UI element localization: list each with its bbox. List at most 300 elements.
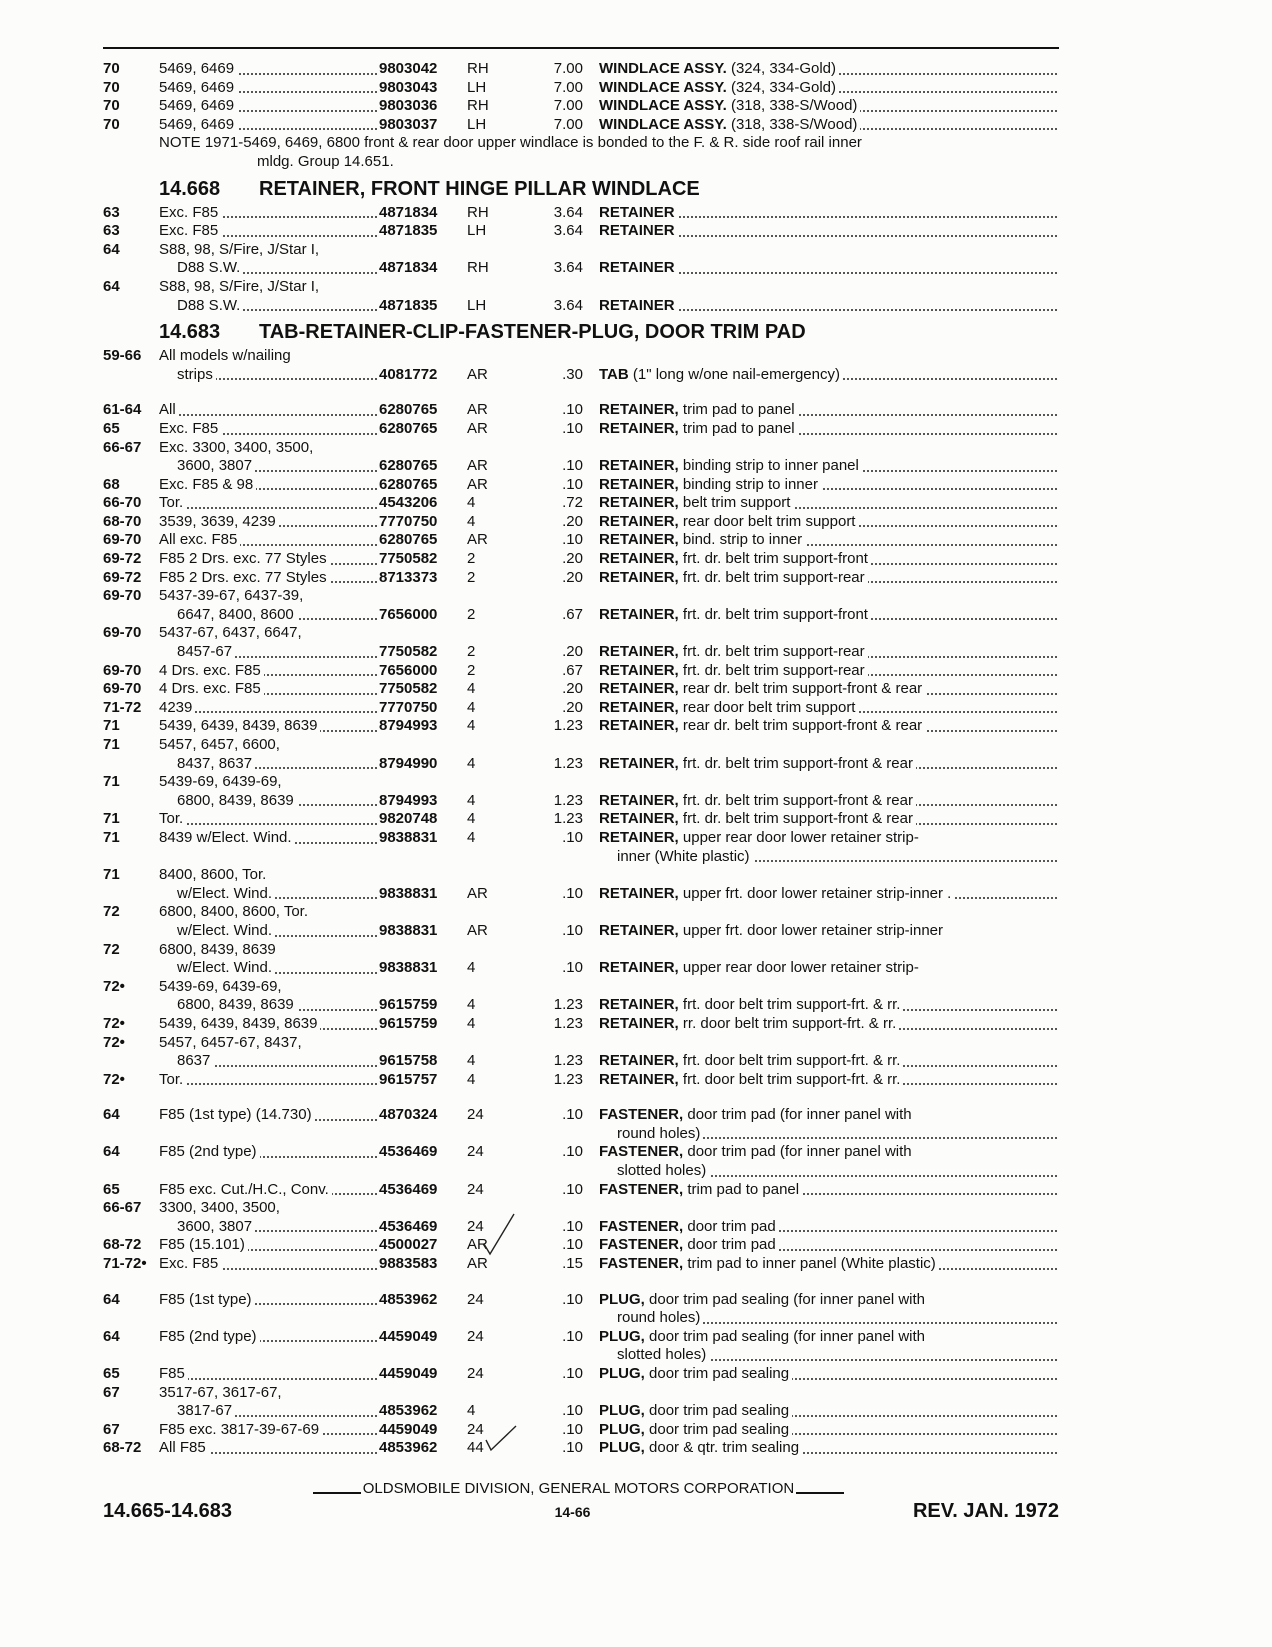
- description-keyword: WINDLACE ASSY.: [599, 78, 727, 96]
- spacer: [583, 996, 599, 1015]
- model-year: 66-67: [103, 1199, 142, 1217]
- price: .10: [562, 1439, 583, 1457]
- description-detail: (318, 338-S/Wood): [726, 97, 858, 115]
- model-cell: [159, 1236, 379, 1255]
- model-year: 65: [103, 419, 120, 437]
- part-number: 4459049: [379, 1365, 438, 1382]
- model-year: 71: [103, 717, 120, 735]
- description-cell: [599, 1071, 1059, 1090]
- description-keyword: RETAINER,: [599, 884, 679, 902]
- description-cell: [599, 401, 1059, 420]
- quantity: AR: [467, 1236, 488, 1254]
- model-text: 5439-69, 6439-69,: [159, 773, 285, 790]
- model-cell: [159, 755, 379, 774]
- spacer: [583, 1181, 599, 1200]
- model-text: 6800, 8439, 8639: [159, 941, 279, 958]
- section-heading-14-683: [103, 319, 1059, 345]
- model-cell: [159, 1384, 379, 1403]
- description-keyword: RETAINER,: [599, 959, 679, 977]
- model-cell: [159, 941, 379, 960]
- description-keyword: TAB: [599, 365, 629, 383]
- model-year: 59-66: [103, 347, 142, 365]
- parts-row: [103, 959, 1059, 978]
- model-text: 5469, 6469: [159, 97, 237, 114]
- part-number: 9883583: [379, 1255, 438, 1273]
- spacer: [379, 1346, 467, 1365]
- description-detail: round holes): [617, 1309, 701, 1327]
- model-text: 5469, 6469: [159, 79, 237, 96]
- parts-row: [103, 222, 1059, 241]
- quantity: 24: [467, 1106, 484, 1124]
- description-text: [599, 550, 871, 567]
- description-detail: trim pad to inner panel (White plastic): [683, 1255, 936, 1273]
- parts-row: [103, 1052, 1059, 1071]
- description-cell: [599, 97, 1059, 116]
- leader-dots: [159, 507, 377, 509]
- spacer: [527, 848, 583, 867]
- part-number: 4871835: [379, 296, 438, 314]
- leader-dots: [159, 414, 377, 416]
- model-cell: [159, 885, 379, 904]
- description-text: [599, 1218, 779, 1235]
- price: .10: [562, 457, 583, 475]
- model-cell: [159, 79, 379, 98]
- description-cell: [599, 1143, 1059, 1162]
- model-cell: [159, 241, 379, 260]
- price: .20: [562, 643, 583, 661]
- spacer: [583, 1255, 599, 1274]
- description-text: [599, 717, 925, 734]
- section-number: 14.668: [159, 177, 221, 200]
- price: 1.23: [553, 791, 583, 809]
- parts-row: [103, 717, 1059, 736]
- description-text: [599, 531, 805, 548]
- part-number: 9803036: [379, 97, 438, 115]
- description-cell: [599, 1439, 1059, 1458]
- spacer: [467, 1309, 527, 1328]
- spacer: [583, 401, 599, 420]
- model-text: 6647, 8400, 8600: [159, 606, 297, 623]
- description-cell: [599, 1106, 1059, 1125]
- model-cell: [159, 903, 379, 922]
- model-cell: [159, 366, 379, 385]
- description-cell: [599, 241, 1059, 260]
- model-year: 68-72: [103, 1236, 142, 1254]
- description-text: [599, 680, 925, 697]
- description-detail: door trim pad (for inner panel with: [683, 1106, 912, 1124]
- spacer: [583, 297, 599, 316]
- description-text: [599, 1181, 802, 1198]
- price: .20: [562, 550, 583, 568]
- spacer: [379, 1125, 467, 1144]
- price: .10: [562, 1420, 583, 1438]
- spacer: [527, 1384, 583, 1403]
- description-keyword: RETAINER,: [599, 717, 679, 735]
- description-keyword: FASTENER,: [599, 1236, 684, 1254]
- quantity: 4: [467, 1070, 476, 1088]
- model-year: 68: [103, 475, 120, 493]
- description-cell: [599, 1162, 1059, 1181]
- quantity: 4: [467, 494, 476, 512]
- spacer: [583, 1402, 599, 1421]
- leader-dots: [159, 823, 377, 825]
- description-detail: door trim pad sealing (for inner panel with: [644, 1290, 925, 1308]
- model-cell: [159, 297, 379, 316]
- model-text: All F85: [159, 1439, 209, 1456]
- model-text: S88, 98, S/Fire, J/Star I,: [159, 241, 322, 258]
- description-text: [599, 513, 858, 530]
- parts-row: [103, 1365, 1059, 1384]
- description-text: [599, 829, 922, 846]
- model-text: 3817-67: [159, 1402, 235, 1419]
- model-year: 70: [103, 115, 120, 133]
- part-number: 4853962: [379, 1402, 438, 1420]
- model-text: 8437, 8637: [159, 755, 255, 772]
- description-detail: frt. dr. belt trim support-front: [678, 605, 868, 623]
- description-detail: frt. dr. belt trim support-front & rear: [678, 810, 913, 828]
- model-text: 5439-69, 6439-69,: [159, 978, 285, 995]
- model-text: 4 Drs. exc. F85: [159, 680, 264, 697]
- description-cell: [599, 699, 1059, 718]
- description-cell: [599, 996, 1059, 1015]
- part-number: 4500027: [379, 1236, 438, 1254]
- description-keyword: RETAINER: [599, 222, 675, 240]
- description-detail: inner (White plastic): [617, 847, 750, 865]
- description-cell: [599, 941, 1059, 960]
- description-cell: [599, 60, 1059, 79]
- spacer: [583, 959, 599, 978]
- model-year: 71: [103, 866, 120, 884]
- description-text: [599, 1071, 903, 1088]
- part-number: 9803043: [379, 78, 438, 96]
- description-text: [599, 662, 868, 679]
- quantity: 4: [467, 959, 476, 977]
- model-text: F85 2 Drs. exc. 77 Styles: [159, 569, 330, 586]
- parts-row: [103, 550, 1059, 569]
- description-keyword: RETAINER,: [599, 1070, 679, 1088]
- model-cell: [159, 810, 379, 829]
- spacer: [583, 755, 599, 774]
- description-cell: [599, 1402, 1059, 1421]
- note-line-1: NOTE 1971-5469, 6469, 6800 front & rear door upper windlace is bonded to the F. & R. side roof rail inner: [159, 134, 862, 152]
- spacer: [379, 347, 467, 366]
- model-cell: [159, 792, 379, 811]
- parts-row: [103, 736, 1059, 755]
- spacer: [583, 587, 599, 606]
- model-year: 69-70: [103, 661, 142, 679]
- price: .20: [562, 568, 583, 586]
- description-keyword: WINDLACE ASSY.: [599, 115, 727, 133]
- description-keyword: PLUG,: [599, 1439, 645, 1457]
- description-keyword: PLUG,: [599, 1290, 645, 1308]
- model-text: F85 (2nd type): [159, 1143, 260, 1160]
- quantity: AR: [467, 1255, 488, 1273]
- description-detail: frt. door belt trim support-frt. & rr.: [678, 1070, 901, 1088]
- part-number: 4536469: [379, 1143, 438, 1161]
- model-text: 4 Drs. exc. F85: [159, 662, 264, 679]
- price: .10: [562, 1106, 583, 1124]
- description-keyword: RETAINER,: [599, 475, 679, 493]
- description-keyword: RETAINER,: [599, 661, 679, 679]
- model-cell: [159, 60, 379, 79]
- top-rule: [103, 47, 1059, 49]
- description-detail: rear door belt trim support: [678, 698, 856, 716]
- part-number: 7656000: [379, 661, 438, 679]
- description-text: [599, 1125, 703, 1142]
- parts-row: [103, 278, 1059, 297]
- price: .10: [562, 1236, 583, 1254]
- price: .20: [562, 680, 583, 698]
- description-text: [599, 1236, 779, 1253]
- description-cell: [599, 531, 1059, 550]
- description-text: [599, 1162, 709, 1179]
- spacer: [583, 866, 599, 885]
- description-cell: [599, 829, 1059, 848]
- description-cell: [599, 978, 1059, 997]
- model-year: 65: [103, 1180, 120, 1198]
- description-cell: [599, 1236, 1059, 1255]
- model-cell: [159, 1346, 379, 1365]
- spacer: [527, 978, 583, 997]
- parts-row: [103, 297, 1059, 316]
- description-detail: frt. dr. belt trim support-rear: [678, 643, 865, 661]
- description-detail: belt trim support: [678, 494, 791, 512]
- description-text: [599, 848, 753, 865]
- spacer: [103, 996, 159, 1015]
- description-detail: binding strip to inner panel: [678, 457, 859, 475]
- quantity: 4: [467, 717, 476, 735]
- parts-row: [103, 624, 1059, 643]
- part-number: 6280765: [379, 401, 438, 419]
- quantity: 4: [467, 1014, 476, 1032]
- quantity: 24: [467, 1420, 484, 1438]
- quantity: AR: [467, 475, 488, 493]
- spacer: [583, 662, 599, 681]
- spacer: [103, 1162, 159, 1181]
- spacer: [583, 1034, 599, 1053]
- parts-row: [103, 1125, 1059, 1144]
- part-number: 4853962: [379, 1439, 438, 1457]
- model-text: 5457, 6457, 6600,: [159, 736, 283, 753]
- description-cell: [599, 587, 1059, 606]
- description-cell: [599, 439, 1059, 458]
- parts-row: [103, 1328, 1059, 1347]
- parts-row: [103, 1106, 1059, 1125]
- description-cell: [599, 866, 1059, 885]
- spacer: [379, 978, 467, 997]
- spacer: [103, 366, 159, 385]
- description-cell: [599, 366, 1059, 385]
- spacer: [583, 848, 599, 867]
- price: .10: [562, 1290, 583, 1308]
- spacer: [103, 922, 159, 941]
- model-text: Exc. F85 & 98: [159, 476, 256, 493]
- description-keyword: RETAINER,: [599, 791, 679, 809]
- description-detail: rear door belt trim support: [678, 512, 856, 530]
- price: .10: [562, 401, 583, 419]
- spacer: [583, 550, 599, 569]
- spacer: [583, 531, 599, 550]
- model-text: w/Elect. Wind.: [159, 885, 275, 902]
- model-text: 6800, 8439, 8639: [159, 996, 297, 1013]
- price: 1.23: [553, 717, 583, 735]
- quantity: LH: [467, 78, 487, 96]
- spacer: [103, 1052, 159, 1071]
- description-cell: [599, 259, 1059, 278]
- part-number: 9615759: [379, 1014, 438, 1032]
- part-number: 4870324: [379, 1106, 438, 1124]
- description-text: [599, 699, 858, 716]
- parts-row: [103, 866, 1059, 885]
- model-text: 8400, 8600, Tor.: [159, 866, 269, 883]
- quantity: AR: [467, 921, 488, 939]
- price: .10: [562, 1327, 583, 1345]
- description-keyword: RETAINER,: [599, 996, 679, 1014]
- part-number: 6280765: [379, 475, 438, 493]
- spacer: [527, 1034, 583, 1053]
- spacer: [583, 1384, 599, 1403]
- description-cell: [599, 1346, 1059, 1365]
- model-text: 8457-67: [159, 643, 235, 660]
- model-cell: [159, 643, 379, 662]
- description-cell: [599, 922, 1059, 941]
- model-text: w/Elect. Wind.: [159, 959, 275, 976]
- model-year: 71-72•: [103, 1255, 147, 1273]
- part-number: 6280765: [379, 531, 438, 549]
- model-year: 72: [103, 940, 120, 958]
- spacer: [583, 978, 599, 997]
- group-gap: [103, 1089, 1059, 1106]
- part-number: 4543206: [379, 494, 438, 512]
- quantity: AR: [467, 419, 488, 437]
- spacer: [527, 1162, 583, 1181]
- description-detail: frt. door belt trim support-frt. & rr.: [678, 1052, 901, 1070]
- description-cell: [599, 1181, 1059, 1200]
- part-number: 7750582: [379, 550, 438, 568]
- spacer: [583, 1199, 599, 1218]
- spacer: [583, 116, 599, 135]
- spacer: [527, 1309, 583, 1328]
- description-detail: rear dr. belt trim support-front & rear: [678, 680, 923, 698]
- spacer: [379, 439, 467, 458]
- model-year: 64: [103, 1143, 120, 1161]
- description-detail: frt. dr. belt trim support-rear: [678, 661, 865, 679]
- model-cell: [159, 680, 379, 699]
- model-year: 69-70: [103, 587, 142, 605]
- spacer: [583, 1421, 599, 1440]
- quantity: AR: [467, 884, 488, 902]
- model-cell: [159, 531, 379, 550]
- description-text: [599, 755, 916, 772]
- quantity: 24: [467, 1217, 484, 1235]
- description-detail: door trim pad sealing (for inner panel with: [644, 1327, 925, 1345]
- description-cell: [599, 1255, 1059, 1274]
- parts-row: [103, 1439, 1059, 1458]
- spacer: [583, 699, 599, 718]
- model-text: D88 S.W.: [159, 297, 243, 314]
- model-cell: [159, 1218, 379, 1237]
- row-group: [103, 401, 1059, 1089]
- spacer: [379, 587, 467, 606]
- section-14-668-rows: [103, 204, 1059, 316]
- spacer: [527, 773, 583, 792]
- description-detail: (324, 334-Gold): [726, 60, 837, 77]
- description-detail: frt. door belt trim support-frt. & rr.: [678, 996, 901, 1014]
- row-group: [103, 1106, 1059, 1273]
- model-year: 66-67: [103, 438, 142, 456]
- part-number: 9615757: [379, 1070, 438, 1088]
- description-detail: slotted holes): [617, 1346, 707, 1364]
- parts-row: [103, 60, 1059, 79]
- description-text: [599, 297, 678, 314]
- description-detail: round holes): [617, 1124, 701, 1142]
- description-text: [599, 569, 868, 586]
- description-cell: [599, 680, 1059, 699]
- description-cell: [599, 1365, 1059, 1384]
- model-text: F85 (1st type) (14.730): [159, 1106, 315, 1123]
- price: 3.64: [553, 296, 583, 314]
- footer-page-number: 14-66: [554, 1504, 591, 1520]
- spacer: [527, 587, 583, 606]
- model-year: 64: [103, 1106, 120, 1124]
- parts-row: [103, 885, 1059, 904]
- quantity: 4: [467, 680, 476, 698]
- description-detail: door trim pad: [683, 1217, 776, 1235]
- model-text: 3600, 3807: [159, 1218, 255, 1235]
- description-text: [599, 1052, 903, 1069]
- description-keyword: PLUG,: [599, 1365, 645, 1382]
- spacer: [583, 1346, 599, 1365]
- part-number: 7656000: [379, 605, 438, 623]
- description-detail: frt. dr. belt trim support-front: [678, 550, 868, 568]
- parts-row: [103, 420, 1059, 439]
- model-cell: [159, 959, 379, 978]
- spacer: [379, 736, 467, 755]
- footer-revision: REV. JAN. 1972: [912, 1500, 1059, 1522]
- description-text: [599, 366, 843, 383]
- price: .10: [562, 1365, 583, 1382]
- part-number: 7750582: [379, 643, 438, 661]
- model-cell: [159, 550, 379, 569]
- model-cell: [159, 420, 379, 439]
- footer-division: OLDSMOBILE DIVISION, GENERAL MOTORS CORPORATION: [362, 1480, 795, 1497]
- model-cell: [159, 204, 379, 223]
- model-year: 64: [103, 240, 120, 258]
- description-keyword: RETAINER,: [599, 401, 679, 419]
- model-text: 3600, 3807: [159, 457, 255, 474]
- description-cell: [599, 1291, 1059, 1310]
- spacer: [583, 420, 599, 439]
- model-text: All models w/nailing: [159, 347, 294, 364]
- price: 1.23: [553, 1052, 583, 1070]
- model-text: F85: [159, 1365, 188, 1382]
- part-number: 7770750: [379, 512, 438, 530]
- quantity: 4: [467, 1052, 476, 1070]
- description-text: [599, 606, 871, 623]
- quantity: AR: [467, 365, 488, 383]
- spacer: [583, 922, 599, 941]
- model-year: 72: [103, 903, 120, 921]
- quantity: 44: [467, 1439, 484, 1457]
- parts-row: [103, 1162, 1059, 1181]
- quantity: RH: [467, 97, 489, 115]
- description-cell: [599, 903, 1059, 922]
- part-number: 4536469: [379, 1217, 438, 1235]
- part-number: 9803042: [379, 60, 438, 77]
- model-cell: [159, 662, 379, 681]
- description-keyword: FASTENER,: [599, 1255, 684, 1273]
- parts-row: [103, 494, 1059, 513]
